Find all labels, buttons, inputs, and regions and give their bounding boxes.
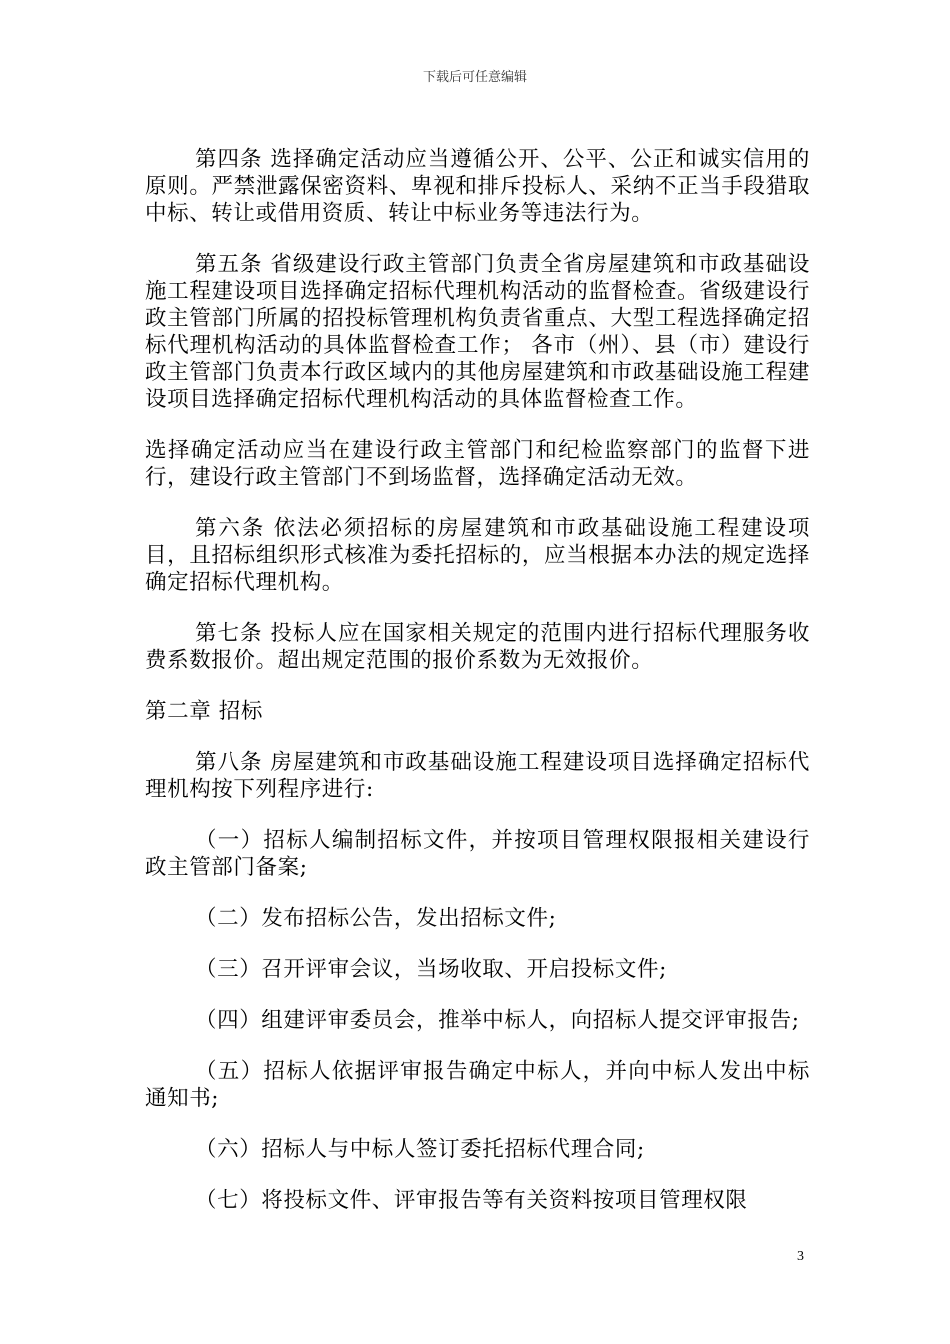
supervision-paragraph: 选择确定活动应当在建设行政主管部门和纪检监察部门的监督下进行，建设行政主管部门不到场监督，选择确定活动无效。	[145, 438, 810, 490]
procedure-step-5: （五）招标人依据评审报告确定中标人，并向中标人发出中标通知书;	[145, 1059, 810, 1111]
article-7: 第七条 投标人应在国家相关规定的范围内进行招标代理服务收费系数报价。超出规定范围的报价系数为无效报价。	[145, 621, 810, 673]
article-6: 第六条 依法必须招标的房屋建筑和市政基础设施工程建设项目，且招标组织形式核准为委托招标的，应当根据本办法的规定选择确定招标代理机构。	[145, 516, 810, 595]
procedure-step-2: （二）发布招标公告，发出招标文件;	[195, 906, 557, 931]
procedure-step-6: （六）招标人与中标人签订委托招标代理合同;	[195, 1137, 645, 1162]
procedure-step-3: （三）召开评审会议，当场收取、开启投标文件;	[195, 957, 667, 982]
procedure-step-7: （七）将投标文件、评审报告等有关资料按项目管理权限	[195, 1188, 748, 1213]
page-header: 下载后可任意编辑	[422, 70, 527, 85]
article-5: 第五条 省级建设行政主管部门负责全省房屋建筑和市政基础设施工程建设项目选择确定招标代理机构活动的监督检查。省级建设行政主管部门所属的招投标管理机构负责省重点、大型工程选择确定招标代理机构活动的具体监督检查工作； 各市（州）、县（市）建设行政主管部门负责本行政区域内的其他房屋建筑和市政基础设施工程建设项目选择确定招标代理机构活动的具体监督检查工作。	[145, 252, 810, 412]
article-4: 第四条 选择确定活动应当遵循公开、公平、公正和诚实信用的原则。严禁泄露保密资料、卑视和排斥投标人、采纳不正当手段猎取中标、转让或借用资质、转让中标业务等违法行为。	[145, 147, 810, 226]
article-8: 第八条 房屋建筑和市政基础设施工程建设项目选择确定招标代理机构按下列程序进行:	[145, 750, 810, 802]
document-body	[145, 146, 810, 1214]
chapter-2-heading: 第二章 招标	[145, 699, 263, 724]
procedure-step-4: （四）组建评审委员会，推举中标人，向招标人提交评审报告;	[195, 1008, 800, 1033]
procedure-step-1: （一）招标人编制招标文件，并按项目管理权限报相关建设行政主管部门备案;	[145, 828, 810, 880]
page-number: 3	[797, 1249, 804, 1264]
